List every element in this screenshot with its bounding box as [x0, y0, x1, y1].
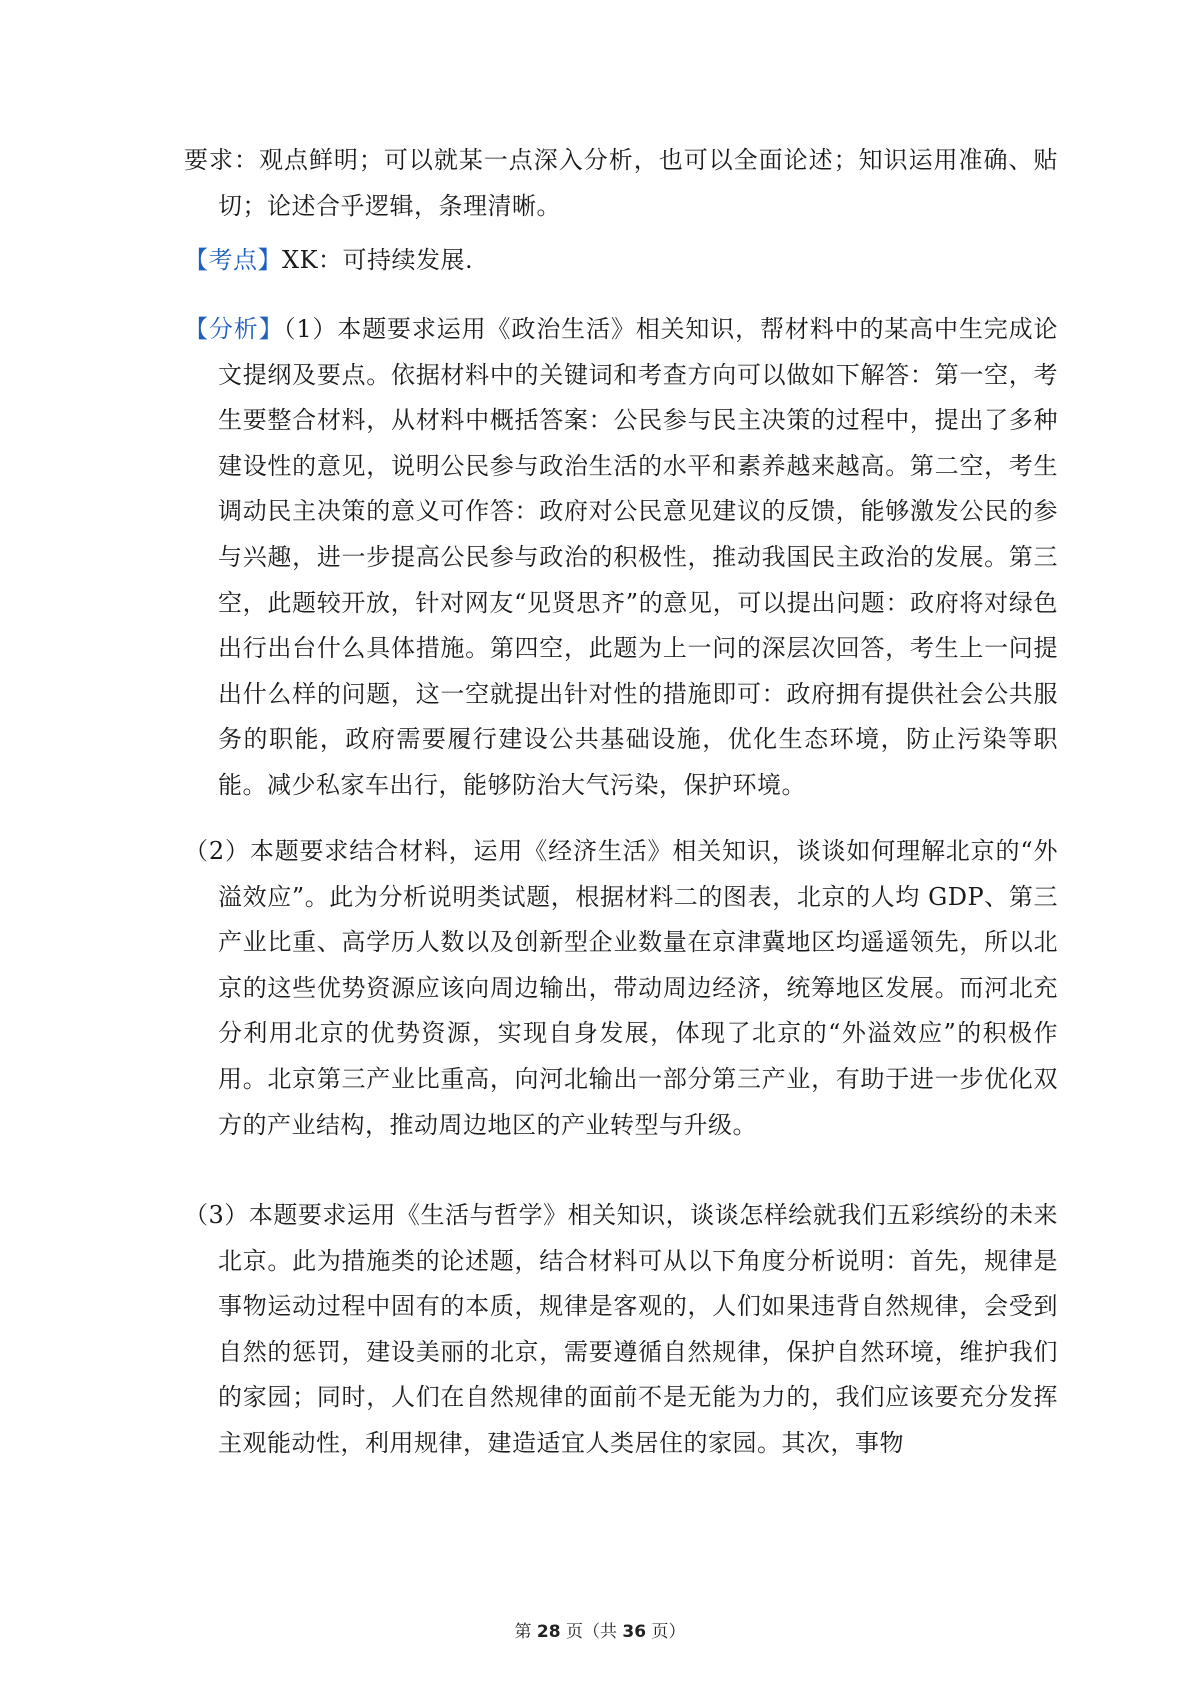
- footer-total-pages: 36: [622, 1622, 647, 1642]
- part2-paragraph: （2）本题要求结合材料，运用《经济生活》相关知识，谈谈如何理解北京的“外溢效应”。此为分析说明类试题，根据材料二的图表，北京的人均 GDP、第三产业比重、高学历人数以及创新型企业数量在京津冀地区均遥遥领先，所以北京的这些优势资源应该向周边输出，带动周边经济，统筹地区发展。而河北充分利用北京的优势资源，实现自身发展，体现了北京的“外溢效应”的积极作用。北京第三产业比重高，向河北输出一部分第三产业，有助于进一步优化双方的产业结构，推动周边地区的产业转型与升级。: [184, 837, 1058, 1139]
- kaodian-label: 【考点】: [184, 246, 282, 274]
- footer-middle: 页（共: [566, 1622, 617, 1642]
- fenxi-label: 【分析】: [184, 315, 284, 343]
- footer-prefix: 第: [514, 1622, 532, 1642]
- requirement-paragraph: 要求：观点鲜明；可以就某一点深入分析，也可以全面论述；知识运用准确、贴切；论述合乎逻辑，条理清晰。: [184, 146, 1058, 220]
- kaodian-text: XK：可持续发展.: [282, 246, 474, 274]
- kaodian-paragraph: [184, 238, 1058, 284]
- footer-suffix: 页）: [651, 1622, 686, 1642]
- fenxi-paragraph: [184, 307, 1058, 809]
- footer-page-number: 28: [536, 1622, 561, 1642]
- page-footer: [0, 1617, 1200, 1642]
- part3-paragraph: （3）本题要求运用《生活与哲学》相关知识，谈谈怎样绘就我们五彩缤纷的未来北京。此为措施类的论述题，结合材料可从以下角度分析说明：首先，规律是事物运动过程中固有的本质，规律是客观的，人们如果违背自然规律，会受到自然的惩罚，建设美丽的北京，需要遵循自然规律，保护自然环境，维护我们的家园；同时，人们在自然规律的面前不是无能为力的，我们应该要充分发挥主观能动性，利用规律，建造适宜人类居住的家园。其次，事物: [184, 1201, 1058, 1457]
- fenxi-text: （1）本题要求运用《政治生活》相关知识，帮材料中的某高中生完成论文提纲及要点。依据材料中的关键词和考查方向可以做如下解答：第一空，考生要整合材料，从材料中概括答案：公民参与民主决策的过程中，提出了多种建设性的意见，说明公民参与政治生活的水平和素养越来越高。第二空，考生调动民主决策的意义可作答：政府对公民意见建议的反馈，能够激发公民的参与兴趣，进一步提高公民参与政治的积极性，推动我国民主政治的发展。第三空，此题较开放，针对网友“见贤思齐”的意见，可以提出问题：政府将对绿色出行出台什么具体措施。第四空，此题为上一问的深层次回答，考生上一问提出什么样的问题，这一空就提出针对性的措施即可：政府拥有提供社会公共服务的职能，政府需要履行建设公共基础设施，优化生态环境，防止污染等职能。减少私家车出行，能够防治大气污染，保护环境。: [218, 315, 1059, 799]
